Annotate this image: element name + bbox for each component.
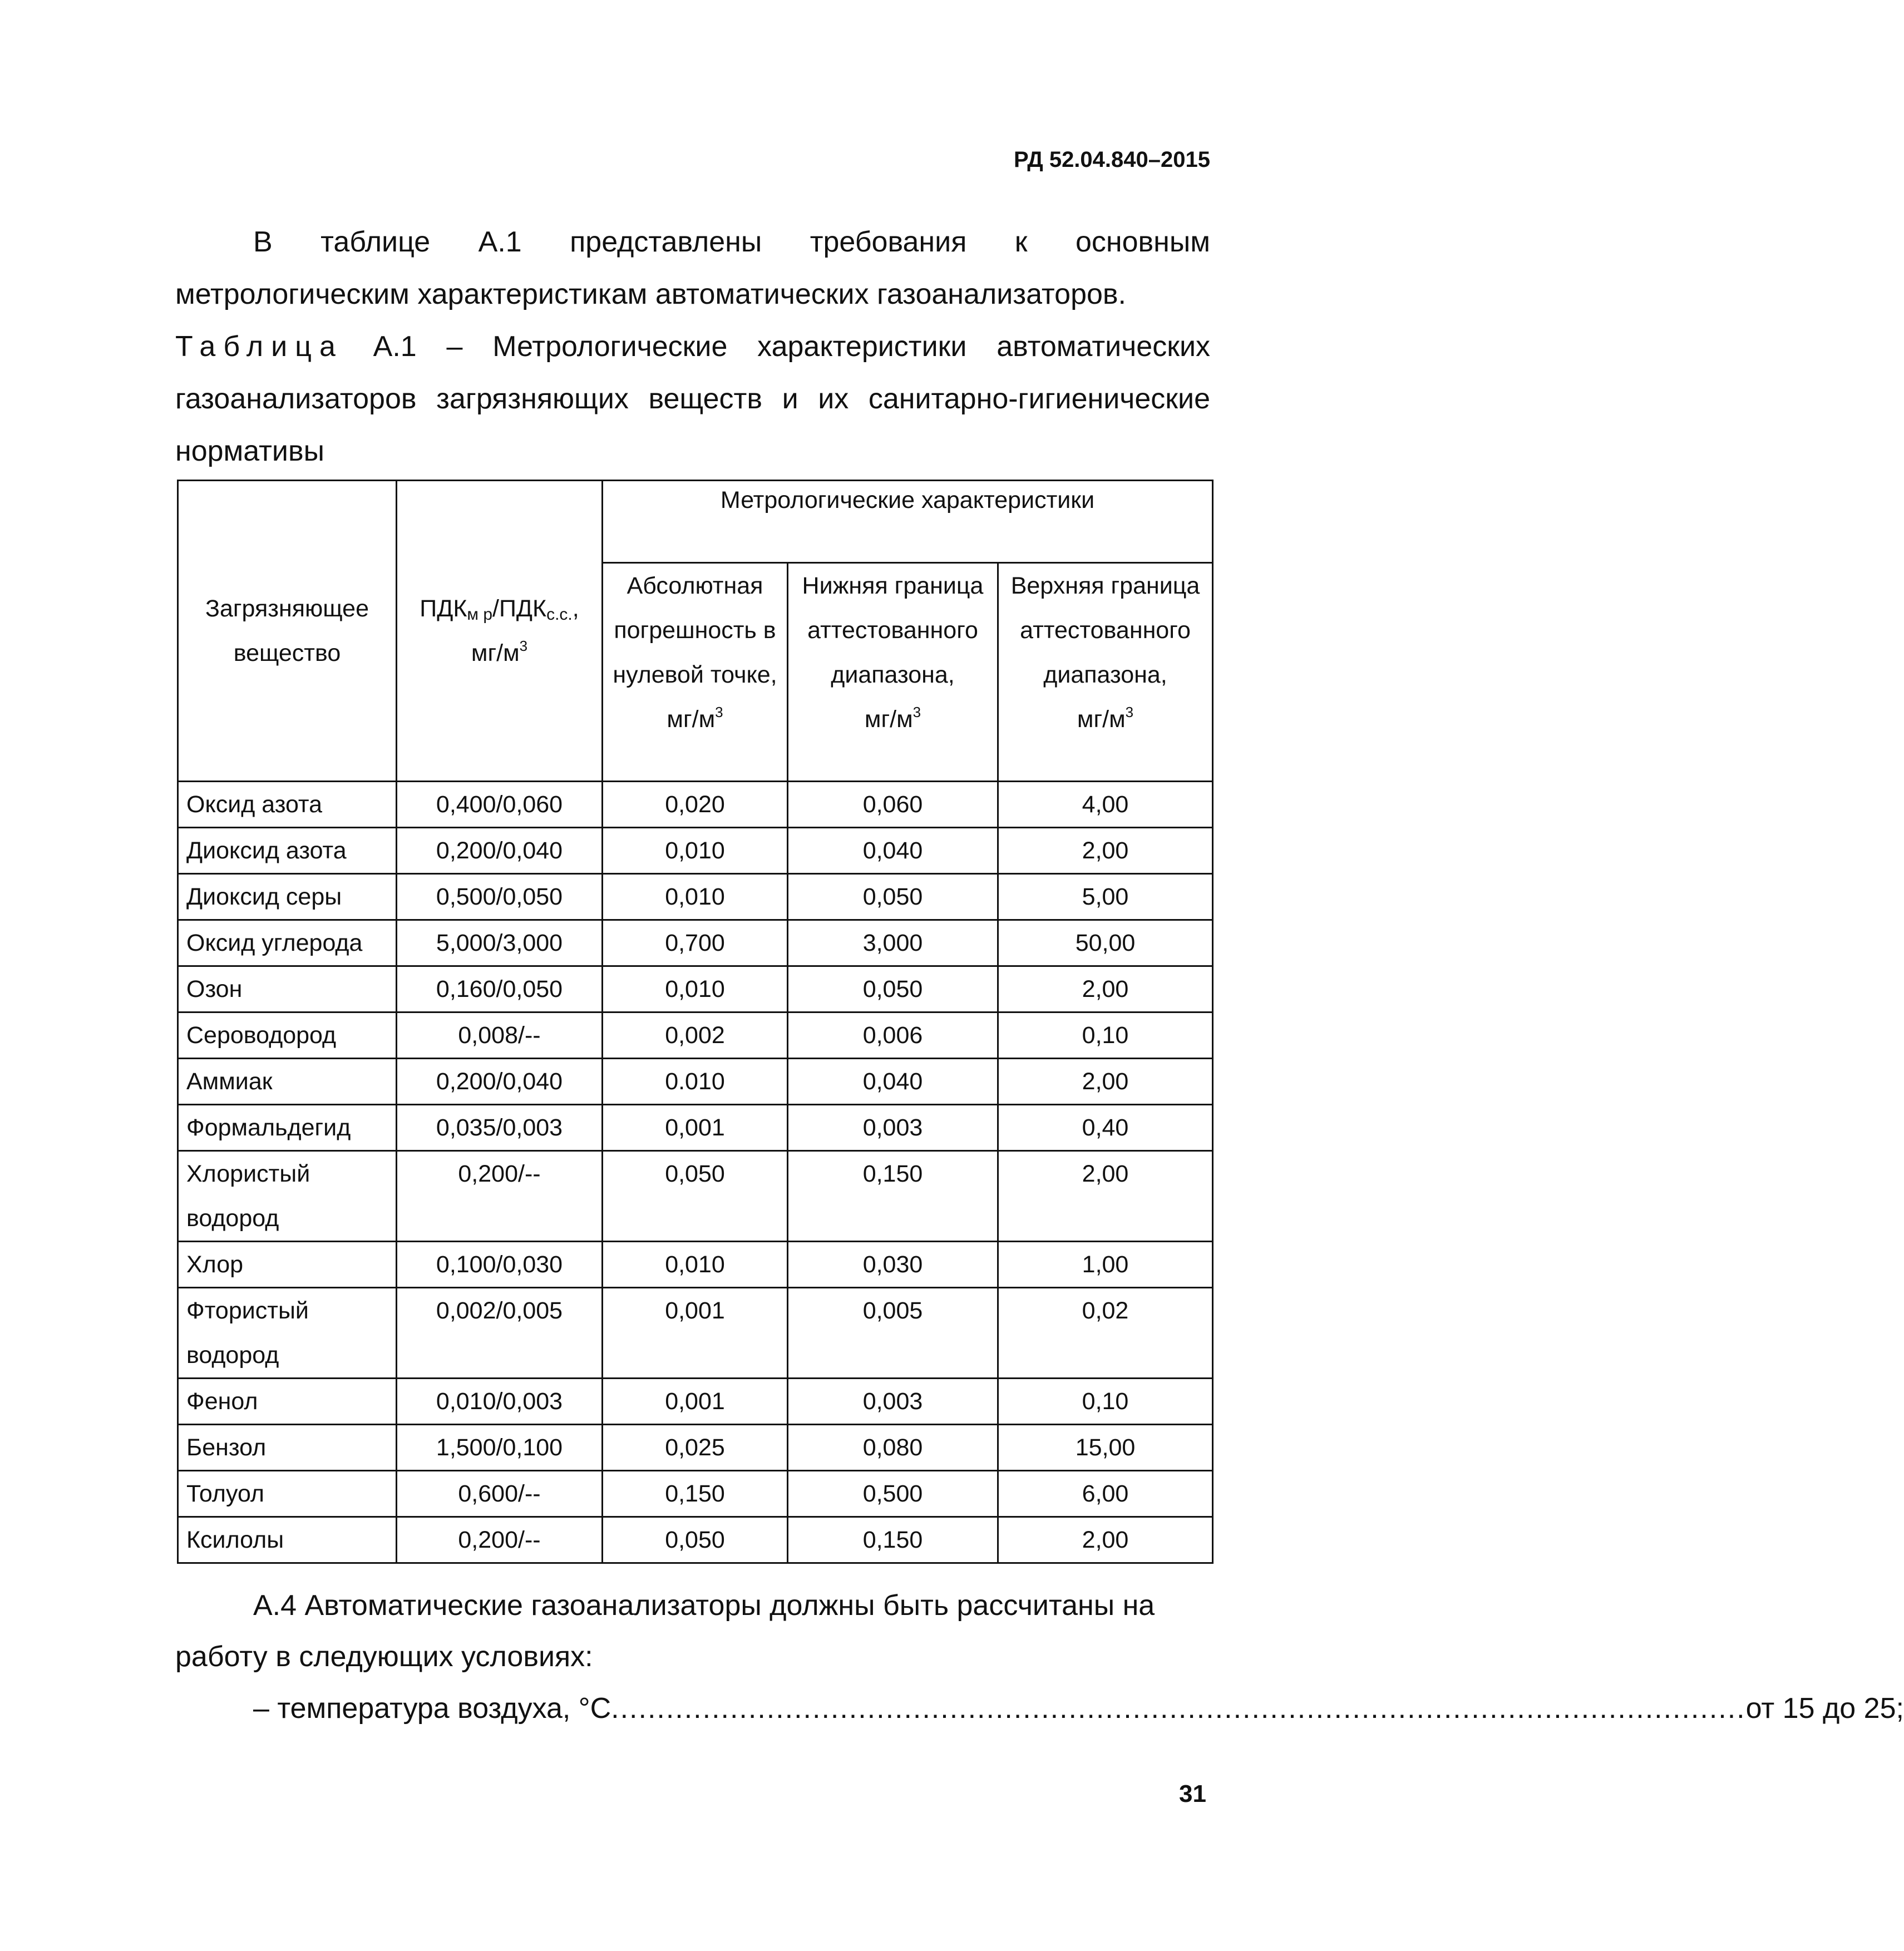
cell-low: 0,005 — [788, 1288, 998, 1379]
intro-word: основным — [1075, 226, 1210, 258]
cell-high: 2,00 — [998, 966, 1213, 1012]
cell-high: 2,00 — [998, 1059, 1213, 1105]
table-caption-line-3: нормативы — [175, 435, 324, 467]
cell-low: 0,060 — [788, 782, 998, 828]
cell-name: Хлористый водород — [178, 1151, 397, 1242]
cell-pdk: 0,200/-- — [397, 1151, 603, 1242]
cell-pdk: 0,160/0,050 — [397, 966, 603, 1012]
cell-high: 0,10 — [998, 1379, 1213, 1425]
intro-text — [175, 216, 1210, 477]
metrological-table — [177, 480, 1214, 1564]
document-code: РД 52.04.840–2015 — [1014, 147, 1210, 172]
cell-abs: 0,010 — [603, 828, 788, 874]
cell-abs: 0,025 — [603, 1425, 788, 1471]
intro-word: требования — [810, 226, 967, 258]
cell-low: 0,150 — [788, 1151, 998, 1242]
table-row — [178, 1105, 1213, 1151]
condition-item-temperature — [253, 1683, 1904, 1734]
cell-high: 15,00 — [998, 1425, 1213, 1471]
cell-pdk: 0,600/-- — [397, 1471, 603, 1517]
cell-high: 1,00 — [998, 1242, 1213, 1288]
intro-line-1 — [175, 216, 1210, 268]
cell-abs: 0,050 — [603, 1517, 788, 1563]
table-row — [178, 782, 1213, 828]
table-row — [178, 1471, 1213, 1517]
cell-high: 50,00 — [998, 920, 1213, 966]
header-pollutant — [178, 481, 397, 782]
cell-abs: 0,700 — [603, 920, 788, 966]
cell-pdk: 0,500/0,050 — [397, 874, 603, 920]
cell-name: Диоксид азота — [178, 828, 397, 874]
table-row — [178, 1288, 1213, 1379]
intro-word: В таблице — [253, 226, 431, 258]
cell-name: Формальдегид — [178, 1105, 397, 1151]
table-row — [178, 874, 1213, 920]
cell-pdk: 0,035/0,003 — [397, 1105, 603, 1151]
cell-abs: 0,010 — [603, 1242, 788, 1288]
table-caption-lead: Таблица — [175, 330, 343, 363]
cell-abs: 0,002 — [603, 1012, 788, 1059]
cell-abs: 0,150 — [603, 1471, 788, 1517]
intro-word: А.1 — [478, 226, 522, 258]
header-abs-error: Абсолютная погрешность в нулевой точке, $мг/м^3$ — [603, 563, 788, 782]
cell-pdk: 0,010/0,003 — [397, 1379, 603, 1425]
table-row — [178, 828, 1213, 874]
table-row — [178, 1059, 1213, 1105]
cell-name: Ксилолы — [178, 1517, 397, 1563]
cell-pdk: 0,200/-- — [397, 1517, 603, 1563]
cell-high: 6,00 — [998, 1471, 1213, 1517]
table-caption-title: А.1 – Метрологические характеристики автоматических — [373, 330, 1210, 363]
cell-name: Хлор — [178, 1242, 397, 1288]
cell-name: Бензол — [178, 1425, 397, 1471]
cell-pdk: 0,008/-- — [397, 1012, 603, 1059]
cell-name: Аммиак — [178, 1059, 397, 1105]
condition-label: – температура воздуха, °С — [253, 1692, 611, 1725]
cell-pdk: 1,500/0,100 — [397, 1425, 603, 1471]
cell-abs: 0,050 — [603, 1151, 788, 1242]
cell-pdk: 0,200/0,040 — [397, 828, 603, 874]
cell-name: Оксид углерода — [178, 920, 397, 966]
header-pdk-label: $ПДК_{м р}/ПДК_{с.с.}$, $мг/м^3$ — [420, 595, 579, 666]
cell-abs: 0,020 — [603, 782, 788, 828]
intro-word: к — [1014, 226, 1028, 258]
cell-low: 0,080 — [788, 1425, 998, 1471]
table-row — [178, 1151, 1213, 1242]
table-caption-line-1 — [175, 320, 1210, 373]
cell-pdk: 0,200/0,040 — [397, 1059, 603, 1105]
header-pdk — [397, 481, 603, 782]
cell-low: 0,040 — [788, 828, 998, 874]
cell-low: 0,040 — [788, 1059, 998, 1105]
cell-name: Оксид азота — [178, 782, 397, 828]
cell-name: Фенол — [178, 1379, 397, 1425]
cell-name: Озон — [178, 966, 397, 1012]
cell-pdk: 0,100/0,030 — [397, 1242, 603, 1288]
table-row — [178, 966, 1213, 1012]
cell-abs: 0,001 — [603, 1288, 788, 1379]
cell-pdk: 0,400/0,060 — [397, 782, 603, 828]
table-row — [178, 1242, 1213, 1288]
table-row — [178, 1012, 1213, 1059]
section-a4 — [175, 1580, 1210, 1682]
cell-low: 0,500 — [788, 1471, 998, 1517]
condition-value: от 15 до 25; — [1745, 1692, 1904, 1725]
table-row — [178, 1425, 1213, 1471]
cell-abs: 0.010 — [603, 1059, 788, 1105]
cell-name: Фтористый водород — [178, 1288, 397, 1379]
cell-pdk: 0,002/0,005 — [397, 1288, 603, 1379]
dot-leader: ............................................................................................................................ — [611, 1692, 1746, 1725]
cell-low: 3,000 — [788, 920, 998, 966]
table-row — [178, 1379, 1213, 1425]
table-caption-line-2: газоанализаторов загрязняющих веществ и их санитарно-гигиенические — [175, 383, 1210, 415]
cell-low: 0,006 — [788, 1012, 998, 1059]
cell-low: 0,003 — [788, 1379, 998, 1425]
table-row — [178, 1517, 1213, 1563]
cell-high: 0,40 — [998, 1105, 1213, 1151]
cell-abs: 0,010 — [603, 874, 788, 920]
cell-low: 0,003 — [788, 1105, 998, 1151]
cell-abs: 0,001 — [603, 1105, 788, 1151]
cell-high: 2,00 — [998, 1517, 1213, 1563]
cell-abs: 0,001 — [603, 1379, 788, 1425]
header-metrological-group: Метрологические характеристики — [603, 481, 1213, 563]
cell-high: 4,00 — [998, 782, 1213, 828]
cell-low: 0,150 — [788, 1517, 998, 1563]
section-a4-text: А.4 Автоматические газоанализаторы должны быть рассчитаны на работу в следующих условиях: — [175, 1589, 1155, 1673]
cell-name: Толуол — [178, 1471, 397, 1517]
cell-high: 2,00 — [998, 1151, 1213, 1242]
cell-high: 0,02 — [998, 1288, 1213, 1379]
header-lower-bound: Нижняя граница аттестованного диапазона, $мг/м^3$ — [788, 563, 998, 782]
cell-low: 0,050 — [788, 966, 998, 1012]
cell-name: Сероводород — [178, 1012, 397, 1059]
cell-low: 0,030 — [788, 1242, 998, 1288]
cell-high: 2,00 — [998, 828, 1213, 874]
header-pollutant-label: Загрязняющее вещество — [205, 595, 369, 666]
table-row — [178, 920, 1213, 966]
intro-line-2: метрологическим характеристикам автоматических газоанализаторов. — [175, 278, 1126, 310]
header-upper-bound: Верхняя граница аттестованного диапазона, $мг/м^3$ — [998, 563, 1213, 782]
cell-high: 0,10 — [998, 1012, 1213, 1059]
cell-pdk: 5,000/3,000 — [397, 920, 603, 966]
intro-word: представлены — [570, 226, 762, 258]
page-number: 31 — [1179, 1780, 1206, 1807]
cell-high: 5,00 — [998, 874, 1213, 920]
cell-name: Диоксид серы — [178, 874, 397, 920]
cell-low: 0,050 — [788, 874, 998, 920]
cell-abs: 0,010 — [603, 966, 788, 1012]
